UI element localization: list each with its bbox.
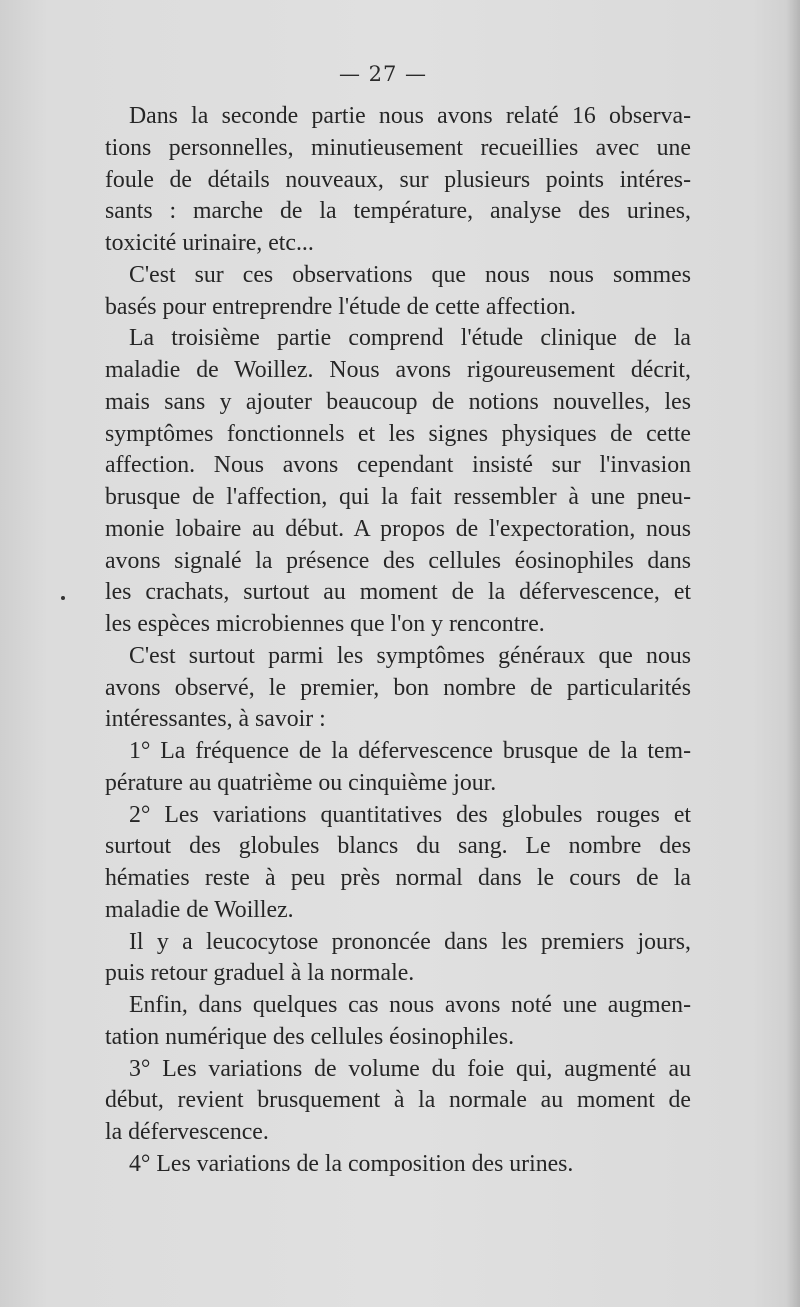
text-line: hématies reste à peu près normal dans le cours de la [105, 865, 691, 891]
text-line: La troisième partie comprend l'étude clinique de la [129, 325, 691, 352]
paragraph-third-part [81, 323, 691, 641]
text-line: Il y a leucocytose prononcée dans les premiers jours, [129, 928, 691, 955]
text-line: avons observé, le premier, bon nombre de particularités [105, 674, 691, 701]
text-line: sants : marche de la température, analyse des urines, [105, 198, 691, 225]
text-line: 3° Les variations de volume du foie qui, augmenté au [129, 1055, 691, 1082]
text-line: Dans la seconde partie nous avons relaté 16 observa- [129, 103, 691, 129]
text-line: 2° Les variations quantitatives des globules rouges et [129, 801, 691, 828]
text-line: Enfin, dans quelques cas nous avons noté une augmen- [129, 992, 691, 1018]
paragraph-eosinophils [81, 990, 691, 1054]
text-line: les crachats, surtout au moment de la défervescence, et [105, 579, 691, 606]
paragraph-second-part [81, 101, 691, 260]
text-line: affection. Nous avons cependant insisté sur l'invasion [105, 452, 691, 479]
paragraph-item-1 [81, 736, 691, 800]
text-line: foule de détails nouveaux, sur plusieurs points intéres- [105, 166, 691, 193]
text-line: avons signalé la présence des cellules éosinophiles dans [105, 547, 691, 574]
text-line: maladie de Woillez. [105, 896, 294, 923]
margin-mark [61, 596, 65, 600]
text-line: brusque de l'affection, qui la fait ressembler à une pneu- [105, 484, 691, 510]
text-line: 4° Les variations de la composition des urines. [129, 1150, 574, 1177]
paragraph-observations [81, 260, 691, 324]
text-line: surtout des globules blancs du sang. Le nombre des [105, 833, 691, 860]
text-line: symptômes fonctionnels et les signes physiques de cette [105, 420, 691, 447]
text-line: monie lobaire au début. A propos de l'expectoration, nous [105, 515, 691, 542]
paragraph-item-4 [81, 1149, 691, 1181]
text-line: C'est sur ces observations que nous nous sommes [129, 261, 691, 288]
text-line: début, revient brusquement à la normale au moment de [105, 1087, 691, 1114]
text-line: tation numérique des cellules éosinophiles. [105, 1023, 515, 1050]
body-text [81, 101, 691, 1181]
paragraph-item-3 [81, 1054, 691, 1149]
page-number: — 27 — [338, 62, 428, 86]
text-line: la défervescence. [105, 1119, 269, 1145]
paragraph-item-2 [81, 800, 691, 927]
text-line: intéressantes, à savoir : [105, 706, 326, 733]
text-line: maladie de Woillez. Nous avons rigoureusement décrit, [105, 357, 691, 383]
text-line: mais sans y ajouter beaucoup de notions nouvelles, les [105, 388, 691, 415]
text-line: tions personnelles, minutieusement recueillies avec une [105, 134, 691, 161]
paragraph-general-symptoms [81, 641, 691, 736]
text-line: basés pour entreprendre l'étude de cette affection. [105, 293, 576, 320]
text-line: puis retour graduel à la normale. [105, 960, 415, 987]
text-line: pérature au quatrième ou cinquième jour. [105, 769, 497, 796]
paragraph-leucocytosis [81, 927, 691, 991]
text-line: C'est surtout parmi les symptômes généraux que nous [129, 642, 691, 669]
text-line: toxicité urinaire, etc... [105, 230, 314, 256]
text-line: les espèces microbiennes que l'on y rencontre. [105, 611, 545, 637]
text-line: 1° La fréquence de la défervescence brusque de la tem- [129, 738, 691, 764]
